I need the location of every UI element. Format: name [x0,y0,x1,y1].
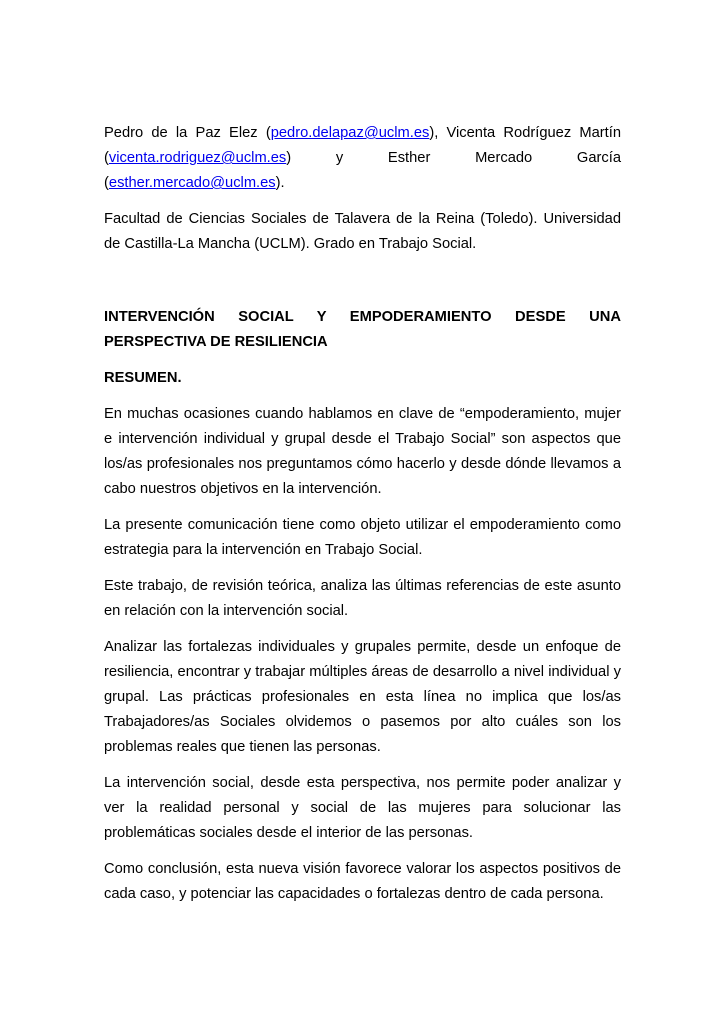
authors-mid-2: ) y Esther Mercado García ( [104,150,621,191]
abstract-paragraph-5: La intervención social, desde esta perspectiva, nos permite poder analizar y ver la realidad personal y social de las mujeres para solucionar las problemáticas sociales desde el interior de las personas. [104,775,621,841]
abstract-paragraph-2: La presente comunicación tiene como objeto utilizar el empoderamiento como estrategia para la intervención en Trabajo Social. [104,517,621,558]
authors-intro: Pedro de la Paz Elez ( [104,125,271,141]
abstract-paragraph-1: En muchas ocasiones cuando hablamos en clave de “empoderamiento, mujer e intervención individual y grupal desde el Trabajo Social” son aspectos que los/as profesionales nos preguntamos cómo hacerlo y desde dónde llevamos a cabo nuestros objetivos en la intervención. [104,406,621,497]
authors-line [104,121,621,196]
email-link-pedro[interactable]: pedro.delapaz@uclm.es [270,125,430,141]
authors-end: ). [275,175,285,191]
document-page [104,121,621,907]
abstract-paragraph-3: Este trabajo, de revisión teórica, analiza las últimas referencias de este asunto en relación con la intervención social. [104,578,621,619]
authors-mid-1: ), Vicenta Rodríguez Martín ( [104,125,622,166]
abstract-heading: RESUMEN. [104,370,182,386]
document-title: INTERVENCIÓN SOCIAL Y EMPODERAMIENTO DESDE UNA PERSPECTIVA DE RESILIENCIA [104,309,621,350]
email-link-vicenta[interactable]: vicenta.rodriguez@uclm.es [108,150,287,166]
affiliation: Facultad de Ciencias Sociales de Talavera de la Reina (Toledo). Universidad de Castilla-La Mancha (UCLM). Grado en Trabajo Social. [104,211,621,252]
email-link-esther[interactable]: esther.mercado@uclm.es [108,175,276,191]
abstract-paragraph-6: Como conclusión, esta nueva visión favorece valorar los aspectos positivos de cada caso, y potenciar las capacidades o fortalezas dentro de cada persona. [104,861,621,902]
abstract-paragraph-4: Analizar las fortalezas individuales y grupales permite, desde un enfoque de resiliencia, encontrar y trabajar múltiples áreas de desarrollo a nivel individual y grupal. Las prácticas profesionales en esta línea no implica que los/as Trabajadores/as Sociales olvidemos o pasemos por alto cuáles son los problemas reales que tienen las personas. [104,639,621,755]
